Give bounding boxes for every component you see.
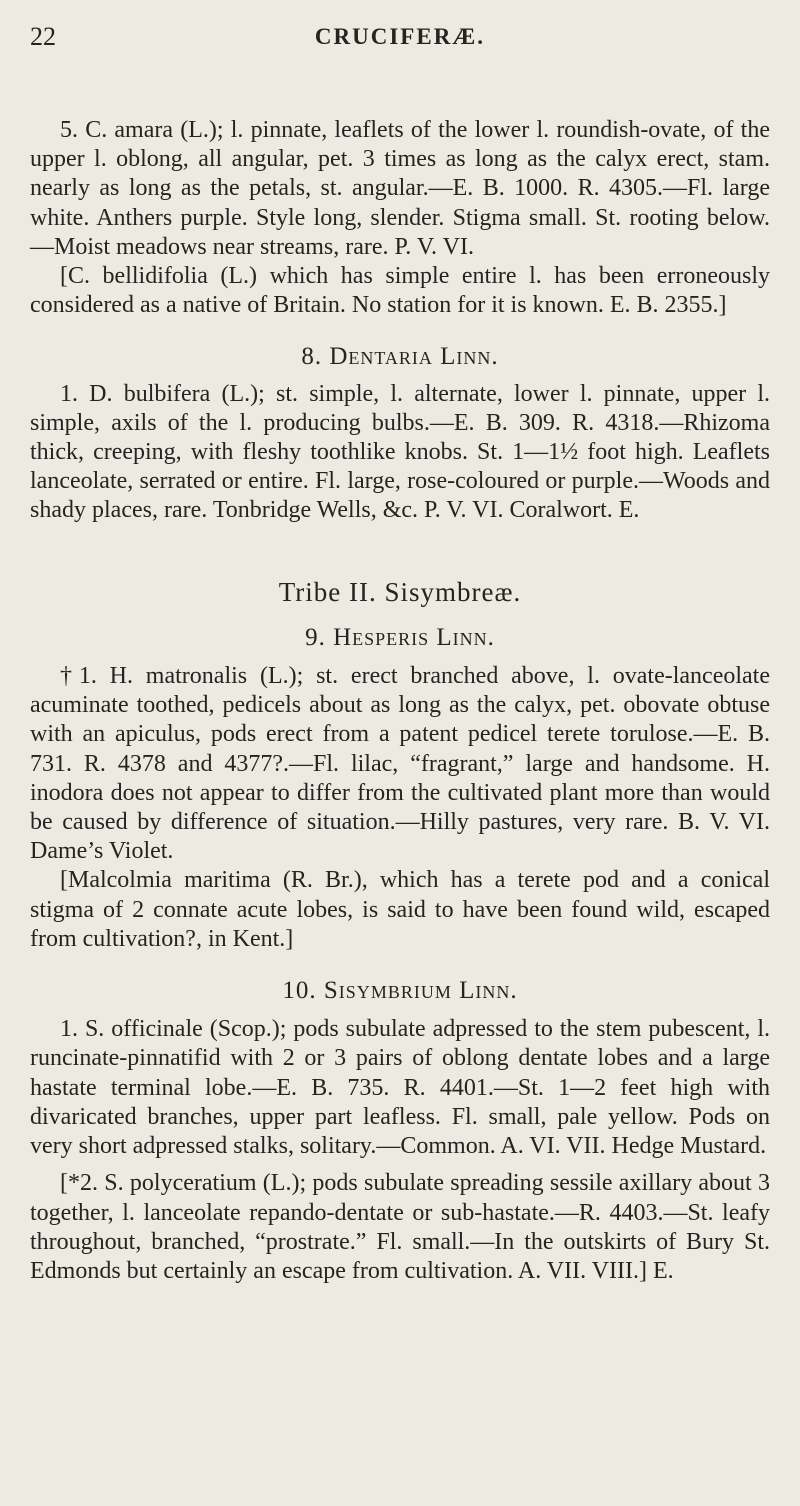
note-cardamine-bellidifolia: [C. bellidifolia (L.) which has simple entire l. has been erroneously considered as a native of Britain. No station for it is known. E. B. 2355.] (30, 263, 770, 319)
running-title: CRUCIFERÆ. (314, 24, 486, 49)
tribe-heading: Tribe II. Sisymbreæ. (278, 576, 522, 607)
entry-sisymbrium-officinale: 1. S. officinale (Scop.); pods subulate adpressed to the stem pubescent, l. runcinate-pinnatifid with 2 or 3 pairs of oblong dentate lobes and a large hastate terminal lobe.—E. B. 735. R. 4401.—St. 1—2 feet high with divaricated branches, upper part leafless. Fl. small, pale yellow. Pods on very short adpressed stalks, solitary.—Common. A. VI. VII. Hedge Mustard. (30, 1016, 770, 1160)
page-body (30, 116, 770, 1286)
page-header (30, 22, 770, 62)
entry-hesperis-matronalis: †1. H. matronalis (L.); st. erect branched above, l. ovate-lanceolate acuminate toothed, pedicels about as long as the calyx, pet. obovate obtuse with an apiculus, pods erect from a patent pedicel terete torulose.—E. B. 731. R. 4378 and 4377?.—Fl. lilac, “fragrant,” large and handsome. H. inodora does not appear to differ from the cultivated plant more than would be caused by difference of situation.—Hilly pastures, very rare. B. V. VI. Dame’s Violet. (30, 663, 770, 865)
note-sisymbrium-polyceratium: [*2. S. polyceratium (L.); pods subulate spreading sessile axillary about 3 together, l. lanceolate repando-dentate or sub-hastate.—R. 4403.—St. leafy throughout, branched, “prostrate.” Fl. small.—In the outskirts of Bury St. Edmonds but certainly an escape from cultivation. A. VII. VIII.] E. (30, 1170, 770, 1284)
entry-cardamine-amara: 5. C. amara (L.); l. pinnate, leaflets of the lower l. roundish-ovate, of the upper l. oblong, all angular, pet. 3 times as long as the calyx erect, stam. nearly as long as the petals, st. angular.—E. B. 1000. R. 4305.—Fl. large white. Anthers purple. Style long, slender. Stigma small. St. rooting below.—Moist meadows near streams, rare. P. V. VI. (30, 117, 770, 260)
entry-dentaria-bulbifera: 1. D. bulbifera (L.); st. simple, l. alternate, lower l. pinnate, upper l. simple, axils of the l. producing bulbs.—E. B. 309. R. 4318.—Rhizoma thick, creeping, with fleshy toothlike knobs. St. 1—1½ foot high. Leaflets lanceolate, serrated or entire. Fl. large, rose-coloured or purple.—Woods and shady places, rare. Tonbridge Wells, &c. P. V. VI. Coralwort. E. (30, 380, 770, 524)
page-number: 22 (30, 22, 56, 51)
note-malcolmia: [Malcolmia maritima (R. Br.), which has a terete pod and a conical stigma of 2 connate acute lobes, is said to have been found wild, escaped from cultivation?, in Kent.] (30, 867, 770, 952)
genus-heading-hesperis: 9. Hesperis Linn. (305, 623, 495, 651)
genus-heading-sisymbrium: 10. Sisymbrium Linn. (282, 977, 518, 1005)
genus-heading-dentaria: 8. Dentaria Linn. (301, 343, 499, 371)
